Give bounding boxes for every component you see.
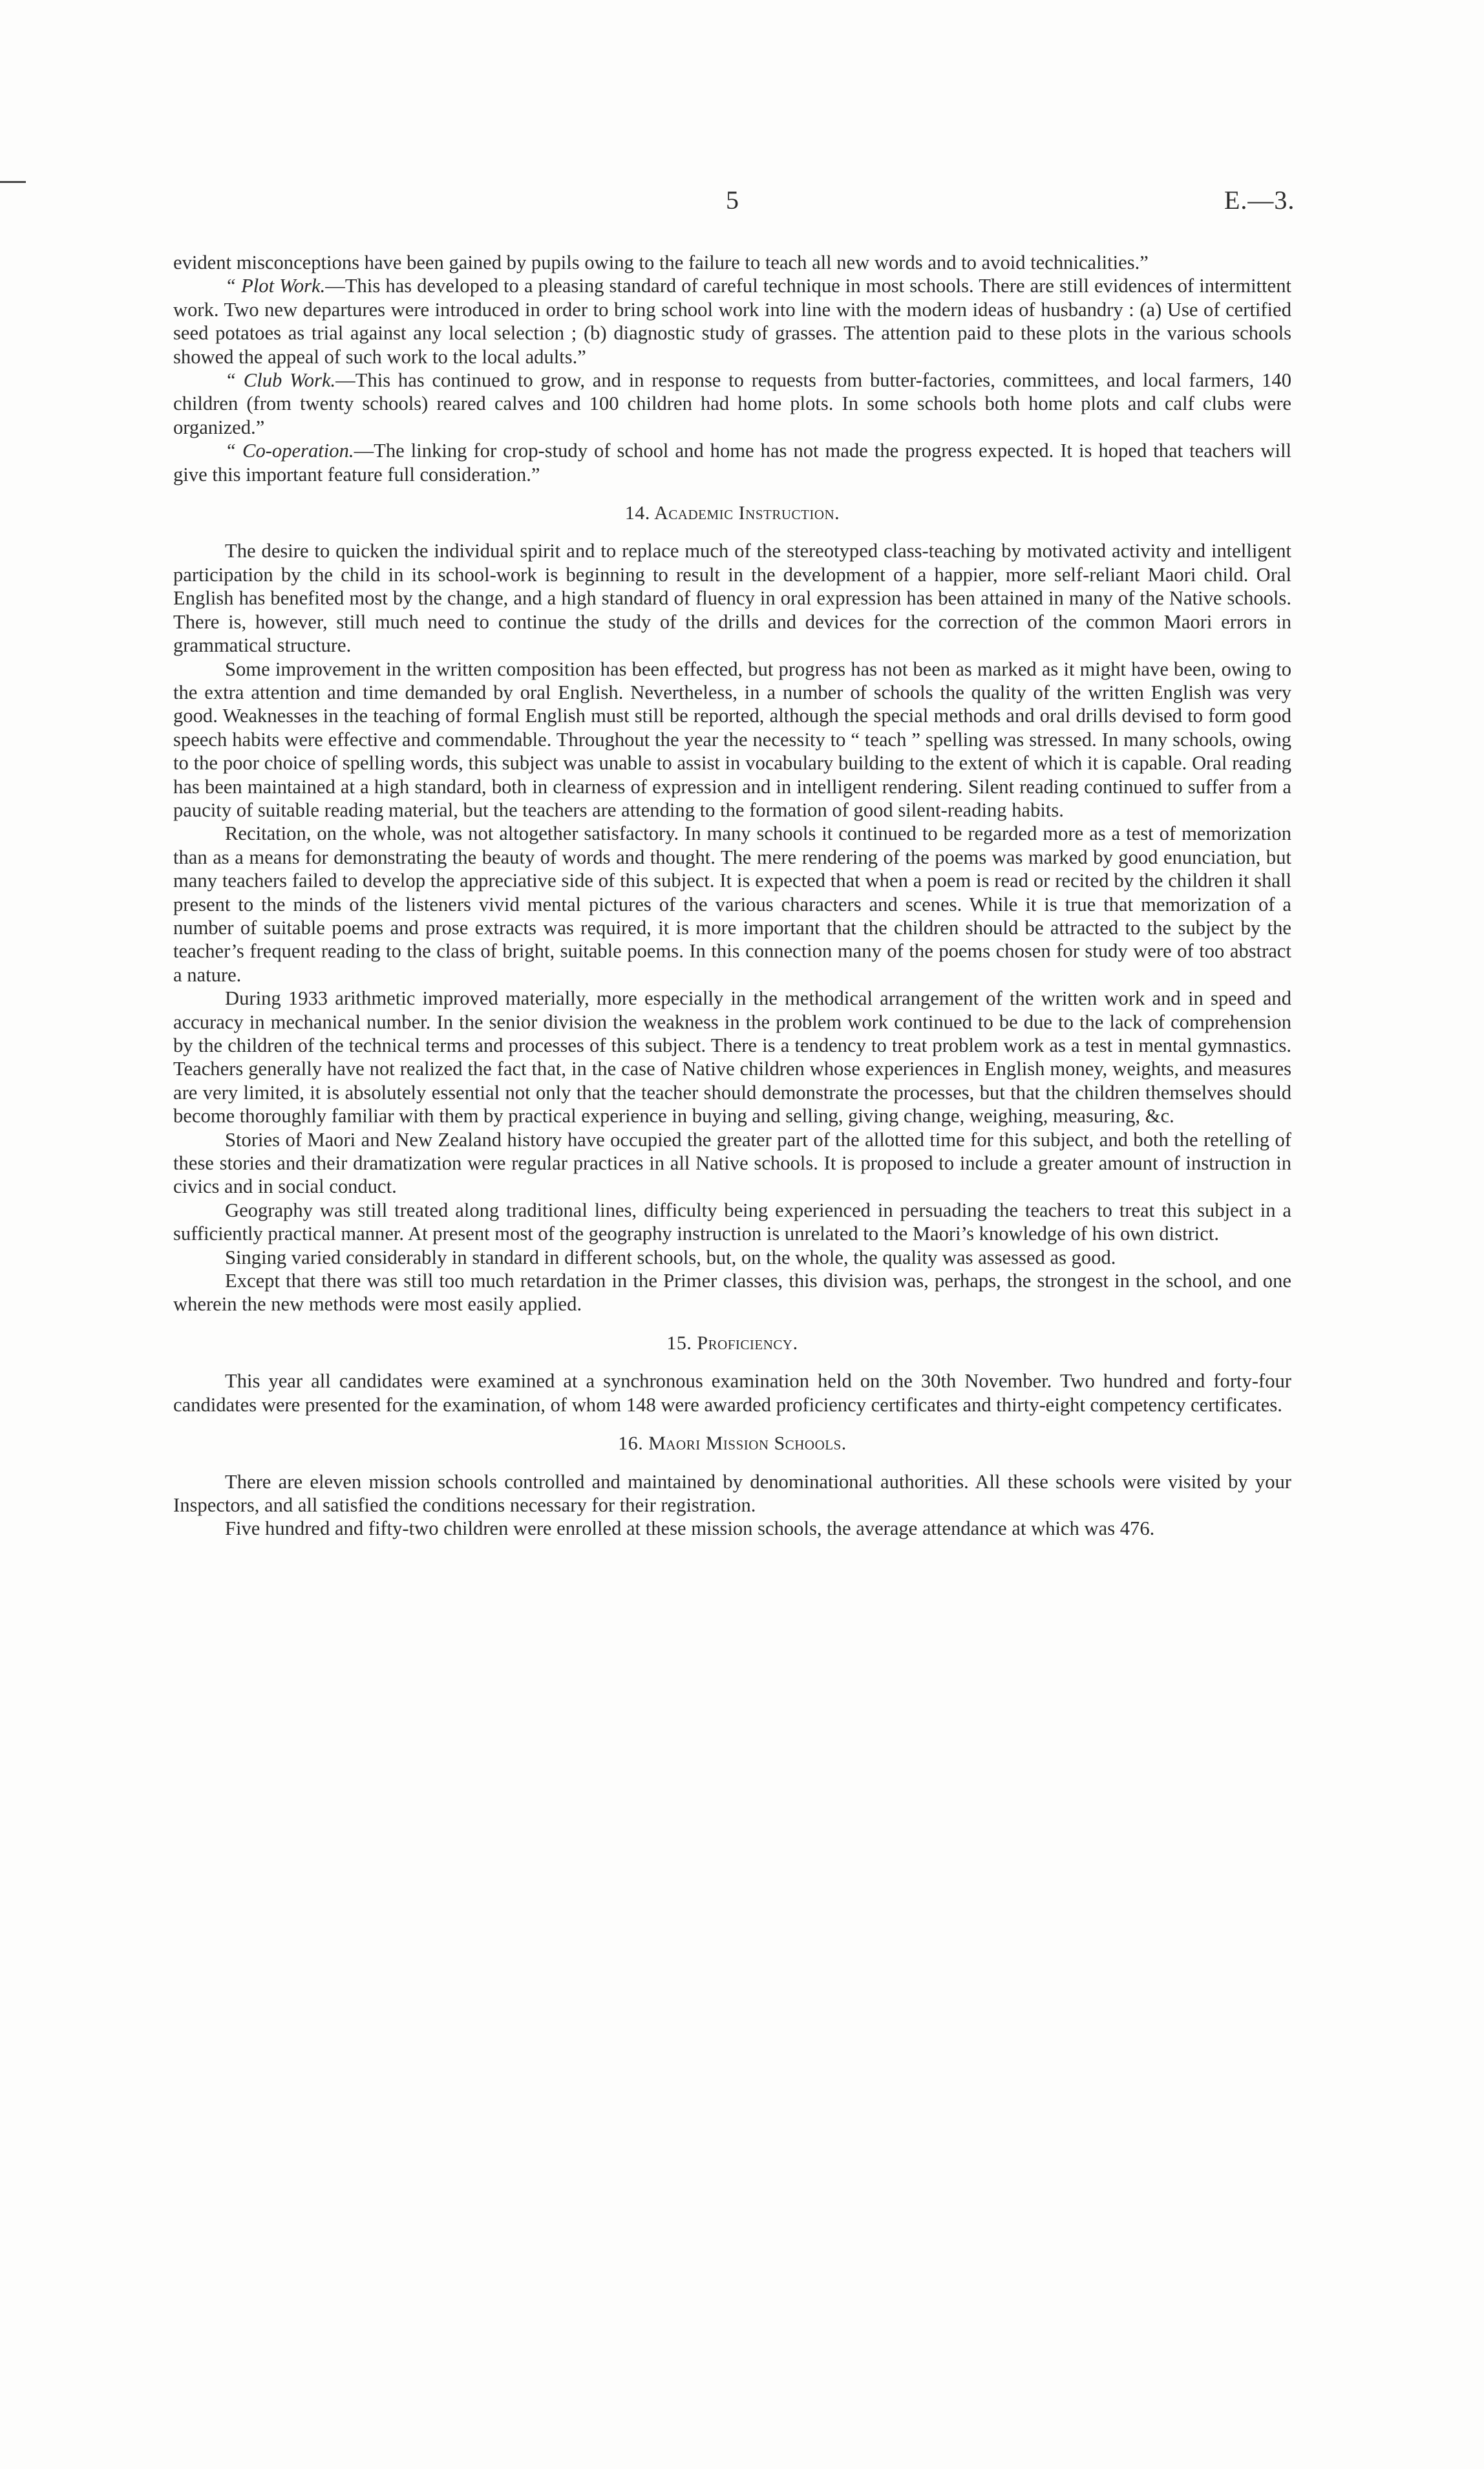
paragraph-singing: Singing varied considerably in standard in different schools, but, on the whole, the quality was assessed as good. bbox=[225, 1246, 1116, 1268]
club-work-text: —This has continued to grow, and in response to requests from butter-factories, committees, and local farmers, 140 children (from twenty schools) reared calves and 100 children had home plots. In some schools both home plots and calf clubs were organized.” bbox=[173, 369, 1291, 438]
paragraph-continuation: evident misconceptions have been gained by pupils owing to the failure to teach all new words and to avoid technicalities.” bbox=[173, 251, 1149, 273]
plot-work-lead: “ Plot Work. bbox=[225, 275, 326, 297]
paragraph-arithmetic: During 1933 arithmetic improved materially, more especially in the methodical arrangement of the written work and in speed and accuracy in mechanical number. In the senior division the weakness in the problem work continued to be due to the lack of comprehension by the children of the technical terms and processes of this subject. There is a tendency to treat problem work as a test in mental gymnastics. Teachers generally have not realized the fact that, in the case of Native children whose experiences in English money, weights, and measures are very limited, it is absolutely essential not only that the teacher should demonstrate the processes, but that the children themselves should become thoroughly familiar with them by practical experience in buying and selling, giving change, weighing, measuring, &c. bbox=[173, 987, 1291, 1128]
paragraph-history: Stories of Maori and New Zealand history have occupied the greater part of the allotted time for this subject, and both the retelling of these stories and their dramatization were regular practices in all Native schools. It is proposed to include a greater amount of instruction in civics and in social conduct. bbox=[173, 1128, 1291, 1198]
paragraph-co-operation bbox=[173, 439, 1291, 486]
paragraph-written-composition: Some improvement in the written composition has been effected, but progress has not been as marked as it might have been, owing to the extra attention and time demanded by oral English. Nevertheless, in a number of schools the quality of the written English was very good. Weaknesses in the teaching of formal English must still be reported, although the special methods and oral drills devised to form good speech habits were effective and commendable. Throughout the year the necessity to “ teach ” spelling was stressed. In many schools, owing to the poor choice of spelling words, this subject was unable to assist in vocabulary building to the extent of which it is capable. Oral reading has been maintained at a high standard, both in clearness of expression and in intelligent rendering. Silent reading continued to suffer from a paucity of suitable reading material, but the teachers are attending to the formation of good silent-reading habits. bbox=[173, 657, 1291, 821]
paragraph-proficiency: This year all candidates were examined at a synchronous examination held on the 30th November. Two hundred and forty-four candidates were presented for the examination, of whom 148 were awarded proficiency certificates and thirty-eight competency certificates. bbox=[173, 1370, 1291, 1416]
paragraph-oral-english: The desire to quicken the individual spirit and to replace much of the stereotyped class-teaching by motivated activity and intelligent participation by the child in its school-work is beginning to result in the development of a happier, more self-reliant Maori child. Oral English has benefited most by the change, and a high standard of fluency in oral expression has been attained in many of the Native schools. There is, however, still much need to continue the study of the drills and devices for the correction of the common Maori errors in grammatical structure. bbox=[173, 540, 1291, 657]
paragraph-enrolment: Five hundred and fifty-two children were enrolled at these mission schools, the average attendance at which was 476. bbox=[225, 1517, 1155, 1540]
co-operation-text: —The linking for crop-study of school and home has not made the progress expected. It is hoped that teachers will give this important feature full consideration.” bbox=[173, 440, 1291, 486]
page-number: 5 bbox=[726, 186, 739, 215]
paragraph-club-work bbox=[173, 369, 1291, 439]
club-work-lead: “ Club Work. bbox=[225, 369, 336, 392]
margin-mark bbox=[0, 181, 26, 183]
co-operation-lead: “ Co-operation. bbox=[225, 440, 354, 462]
series-code: E.—3. bbox=[1224, 186, 1295, 215]
paragraph-recitation: Recitation, on the whole, was not altogether satisfactory. In many schools it continued to be regarded more as a test of memorization than as a means for demonstrating the beauty of words and thought. The mere rendering of the poems was marked by good enunciation, but many teachers failed to develop the appreciative side of this subject. It is expected that when a poem is read or recited by the children it shall present to the minds of the listeners vivid mental pictures of the various characters and scenes. While it is true that memorization of a number of suitable poems and prose extracts was required, it is more important that the children should be attracted to the subject by the teacher’s frequent reading to the class of bright, suitable poems. In this connection many of the poems chosen for study were of too abstract a nature. bbox=[173, 822, 1291, 986]
paragraph-geography: Geography was still treated along traditional lines, difficulty being experienced in persuading the teachers to treat this subject in a sufficiently practical manner. At present most of the geography instruction is unrelated to the Maori’s knowledge of his own district. bbox=[173, 1199, 1291, 1245]
paragraph-mission-schools: There are eleven mission schools controlled and maintained by denominational authorities. All these schools were visited by your Inspectors, and all satisfied the conditions necessary for their registration. bbox=[173, 1470, 1291, 1516]
heading-proficiency: 15. Proficiency. bbox=[666, 1332, 798, 1354]
paragraph-primer-classes: Except that there was still too much retardation in the Primer classes, this division was, perhaps, the strongest in the school, and one wherein the new methods were most easily applied. bbox=[173, 1270, 1291, 1316]
heading-academic-instruction: 14. Academic Instruction. bbox=[624, 502, 840, 524]
heading-maori-mission-schools: 16. Maori Mission Schools. bbox=[618, 1433, 847, 1455]
document-body bbox=[173, 251, 1291, 1541]
paragraph-plot-work bbox=[173, 274, 1291, 369]
plot-work-text: —This has developed to a pleasing standard of careful technique in most schools. There are still evidences of intermittent work. Two new departures were introduced in order to bring school work into line with the modern ideas of husbandry : (a) Use of certified seed potatoes as trial against any local selection ; (b) diagnostic study of grasses. The attention paid to these plots in the various schools showed the appeal of such work to the local adults.” bbox=[173, 275, 1291, 368]
